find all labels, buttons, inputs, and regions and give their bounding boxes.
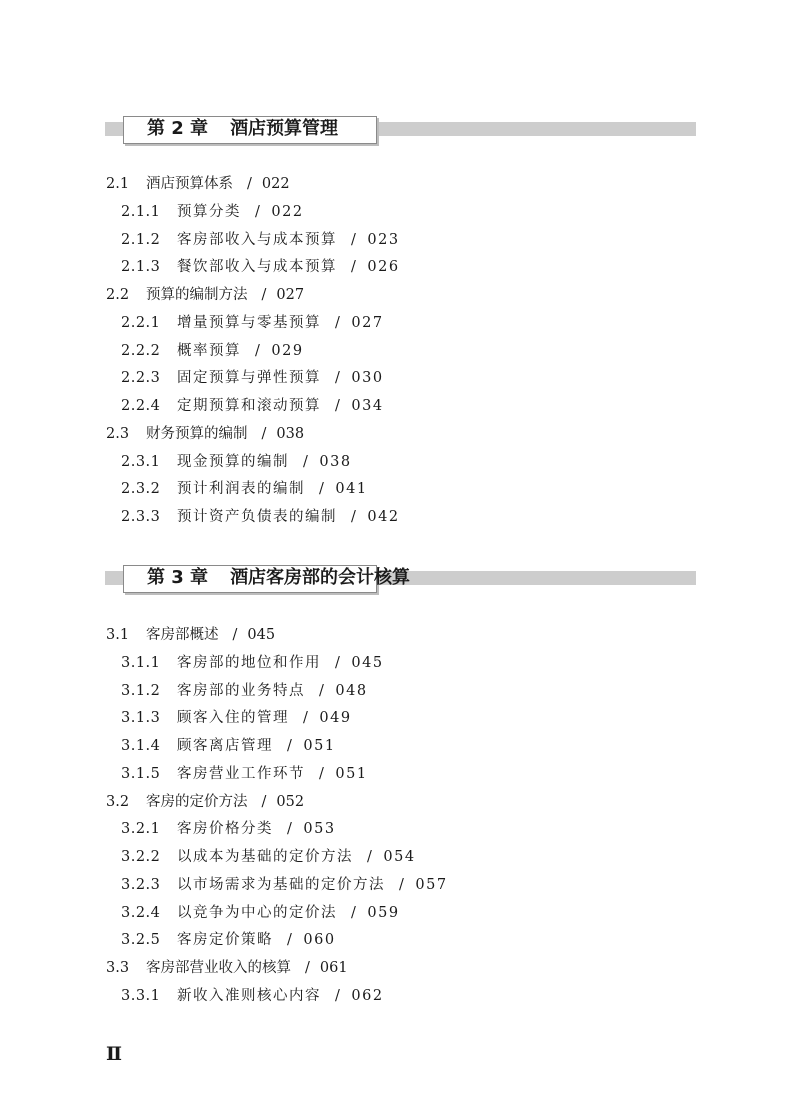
toc-number: 3.2.2 bbox=[121, 849, 161, 865]
toc-title: 客房部概述 bbox=[146, 627, 219, 643]
toc-subsection[interactable] bbox=[121, 847, 416, 867]
toc-subsection[interactable] bbox=[121, 313, 384, 333]
toc-page: 023 bbox=[367, 232, 400, 248]
toc-number: 3.1 bbox=[106, 627, 130, 643]
toc-separator: / bbox=[303, 710, 310, 726]
toc-subsection[interactable] bbox=[121, 479, 368, 499]
toc-title: 客房营业工作环节 bbox=[177, 766, 305, 782]
toc-separator: / bbox=[399, 877, 406, 893]
toc-page: 045 bbox=[247, 627, 276, 643]
toc-subsection[interactable] bbox=[121, 396, 384, 416]
toc-title: 客房的定价方法 bbox=[146, 794, 248, 810]
toc-page: 061 bbox=[319, 960, 348, 976]
toc-title: 预计利润表的编制 bbox=[177, 481, 305, 497]
toc-number: 2.1.3 bbox=[121, 259, 161, 275]
toc-subsection[interactable] bbox=[121, 452, 352, 472]
toc-page: 042 bbox=[367, 509, 400, 525]
toc-section[interactable] bbox=[106, 792, 304, 812]
toc-page: 034 bbox=[351, 398, 384, 414]
toc-title: 预算分类 bbox=[177, 204, 241, 220]
toc-page: 027 bbox=[351, 315, 384, 331]
toc-subsection[interactable] bbox=[121, 903, 400, 923]
toc-page: 049 bbox=[319, 710, 352, 726]
toc-title: 餐饮部收入与成本预算 bbox=[177, 259, 337, 275]
toc-page: 029 bbox=[271, 343, 304, 359]
toc-page: 054 bbox=[383, 849, 416, 865]
chapter-heading bbox=[105, 565, 696, 593]
toc-separator: / bbox=[335, 398, 342, 414]
toc-page: 053 bbox=[303, 821, 336, 837]
toc-page: 026 bbox=[367, 259, 400, 275]
chapter-title-text: 酒店客房部的会计核算 bbox=[230, 567, 411, 588]
chapter-title-text: 酒店预算管理 bbox=[230, 118, 339, 139]
toc-title: 财务预算的编制 bbox=[146, 426, 248, 442]
toc-title: 固定预算与弹性预算 bbox=[177, 370, 321, 386]
toc-number: 3.2.3 bbox=[121, 877, 161, 893]
toc-separator: / bbox=[335, 988, 342, 1004]
toc-separator: / bbox=[261, 426, 267, 442]
toc-subsection[interactable] bbox=[121, 764, 368, 784]
toc-separator: / bbox=[305, 960, 310, 976]
chapter-label: 第 3 章 bbox=[147, 567, 209, 588]
toc-number: 3.3 bbox=[106, 960, 130, 976]
toc-section[interactable] bbox=[106, 174, 290, 194]
toc-number: 2.2.2 bbox=[121, 343, 161, 359]
toc-separator: / bbox=[319, 481, 326, 497]
toc-separator: / bbox=[319, 766, 326, 782]
toc-number: 2.3 bbox=[106, 426, 130, 442]
toc-number: 2.2.1 bbox=[121, 315, 161, 331]
toc-number: 2.3.1 bbox=[121, 454, 161, 470]
toc-number: 2.1.1 bbox=[121, 204, 161, 220]
toc-separator: / bbox=[247, 176, 252, 192]
toc-number: 3.1.4 bbox=[121, 738, 161, 754]
toc-page: 051 bbox=[303, 738, 336, 754]
toc-title: 以成本为基础的定价方法 bbox=[177, 849, 353, 865]
toc-separator: / bbox=[335, 655, 342, 671]
toc-subsection[interactable] bbox=[121, 736, 336, 756]
toc-page: 041 bbox=[335, 481, 368, 497]
toc-subsection[interactable] bbox=[121, 653, 384, 673]
toc-subsection[interactable] bbox=[121, 230, 400, 250]
toc-title: 预计资产负债表的编制 bbox=[177, 509, 337, 525]
toc-subsection[interactable] bbox=[121, 341, 304, 361]
toc-title: 预算的编制方法 bbox=[146, 287, 248, 303]
toc-page: 057 bbox=[415, 877, 448, 893]
toc-title: 客房价格分类 bbox=[177, 821, 273, 837]
toc-section[interactable] bbox=[106, 424, 304, 444]
toc-number: 2.3.3 bbox=[121, 509, 161, 525]
toc-title: 顾客离店管理 bbox=[177, 738, 273, 754]
toc-separator: / bbox=[232, 627, 238, 643]
toc-title: 客房定价策略 bbox=[177, 932, 273, 948]
toc-separator: / bbox=[351, 232, 358, 248]
toc-separator: / bbox=[287, 932, 294, 948]
toc-subsection[interactable] bbox=[121, 875, 448, 895]
toc-subsection[interactable] bbox=[121, 930, 336, 950]
toc-page: 022 bbox=[271, 204, 304, 220]
toc-page: 038 bbox=[276, 426, 305, 442]
toc-number: 3.1.3 bbox=[121, 710, 161, 726]
toc-number: 3.1.2 bbox=[121, 683, 161, 699]
toc-title: 概率预算 bbox=[177, 343, 241, 359]
toc-separator: / bbox=[287, 821, 294, 837]
toc-number: 3.2.5 bbox=[121, 932, 161, 948]
toc-title: 客房部的业务特点 bbox=[177, 683, 305, 699]
toc-separator: / bbox=[261, 287, 267, 303]
toc-subsection[interactable] bbox=[121, 257, 400, 277]
toc-page: 030 bbox=[351, 370, 384, 386]
toc-separator: / bbox=[319, 683, 326, 699]
chapter-heading bbox=[105, 116, 696, 144]
toc-page: 062 bbox=[351, 988, 384, 1004]
toc-number: 2.2.4 bbox=[121, 398, 161, 414]
toc-number: 3.2.1 bbox=[121, 821, 161, 837]
toc-page: 048 bbox=[335, 683, 368, 699]
toc-title: 顾客入住的管理 bbox=[177, 710, 289, 726]
chapter-title bbox=[147, 117, 338, 141]
toc-title: 以竞争为中心的定价法 bbox=[177, 905, 337, 921]
toc-number: 3.2.4 bbox=[121, 905, 161, 921]
toc-number: 3.2 bbox=[106, 794, 130, 810]
toc-number: 2.2.3 bbox=[121, 370, 161, 386]
toc-separator: / bbox=[261, 794, 267, 810]
toc-page: 051 bbox=[335, 766, 368, 782]
toc-page: 022 bbox=[261, 176, 290, 192]
toc-section[interactable] bbox=[106, 958, 348, 978]
toc-separator: / bbox=[351, 905, 358, 921]
toc-subsection[interactable] bbox=[121, 819, 336, 839]
toc-title: 定期预算和滚动预算 bbox=[177, 398, 321, 414]
toc-page: 045 bbox=[351, 655, 384, 671]
toc-subsection[interactable] bbox=[121, 681, 368, 701]
toc-separator: / bbox=[367, 849, 374, 865]
toc-number: 2.1.2 bbox=[121, 232, 161, 248]
toc-separator: / bbox=[287, 738, 294, 754]
toc-title: 客房部营业收入的核算 bbox=[146, 960, 291, 976]
toc-page: 060 bbox=[303, 932, 336, 948]
chapter-label: 第 2 章 bbox=[147, 118, 209, 139]
toc-title: 新收入准则核心内容 bbox=[177, 988, 321, 1004]
toc-title: 酒店预算体系 bbox=[146, 176, 233, 192]
toc-subsection[interactable] bbox=[121, 202, 304, 222]
toc-subsection[interactable] bbox=[121, 986, 384, 1006]
toc-separator: / bbox=[351, 509, 358, 525]
toc-number: 3.1.5 bbox=[121, 766, 161, 782]
toc-separator: / bbox=[351, 259, 358, 275]
toc-section[interactable] bbox=[106, 285, 304, 305]
toc-number: 2.1 bbox=[106, 176, 130, 192]
toc-subsection[interactable] bbox=[121, 708, 352, 728]
toc-separator: / bbox=[303, 454, 310, 470]
toc-number: 3.1.1 bbox=[121, 655, 161, 671]
toc-page: 038 bbox=[319, 454, 352, 470]
toc-number: 2.2 bbox=[106, 287, 130, 303]
toc-title: 客房部收入与成本预算 bbox=[177, 232, 337, 248]
chapter-title bbox=[147, 566, 410, 590]
toc-subsection[interactable] bbox=[121, 368, 384, 388]
toc-title: 现金预算的编制 bbox=[177, 454, 289, 470]
toc-title: 增量预算与零基预算 bbox=[177, 315, 321, 331]
toc-number: 3.3.1 bbox=[121, 988, 161, 1004]
toc-page: 059 bbox=[367, 905, 400, 921]
toc-section[interactable] bbox=[106, 625, 275, 645]
toc-separator: / bbox=[335, 370, 342, 386]
toc-page: 052 bbox=[276, 794, 305, 810]
toc-title: 客房部的地位和作用 bbox=[177, 655, 321, 671]
toc-title: 以市场需求为基础的定价方法 bbox=[177, 877, 385, 893]
toc-separator: / bbox=[255, 204, 262, 220]
toc-separator: / bbox=[335, 315, 342, 331]
toc-number: 2.3.2 bbox=[121, 481, 161, 497]
toc-page: 027 bbox=[276, 287, 305, 303]
toc-subsection[interactable] bbox=[121, 507, 400, 527]
toc-separator: / bbox=[255, 343, 262, 359]
page-number: Ⅱ bbox=[106, 1043, 123, 1065]
